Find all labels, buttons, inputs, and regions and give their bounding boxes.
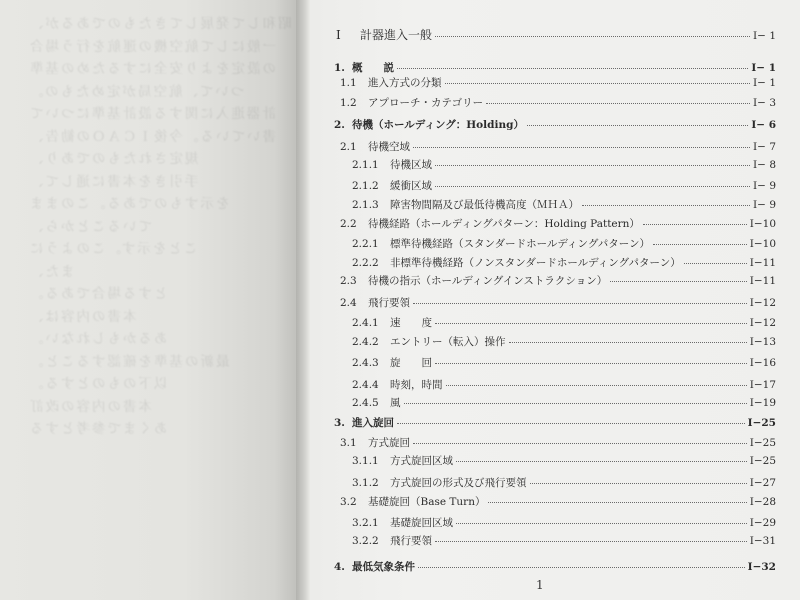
toc-entry-page: Ⅰ−25 — [749, 437, 776, 449]
toc-entry — [340, 295, 776, 310]
toc-entry-page: Ⅰ−12 — [749, 317, 776, 329]
toc-entry-number: 2.4 — [340, 297, 357, 309]
toc-entry-number: Ⅰ — [336, 28, 341, 42]
toc-entry-page: Ⅰ−27 — [749, 477, 776, 489]
bleed-through-line: あるかもしれない。 — [28, 331, 168, 347]
toc-dot-leader — [445, 82, 751, 84]
toc-entry-title: 障害物間隔及び最低待機高度（ＭＨＡ） — [390, 199, 579, 211]
toc-entry — [340, 273, 776, 288]
bleed-through-line: 規定されたものであり、 — [28, 151, 199, 167]
toc-entry-number: 2.2 — [340, 218, 357, 230]
toc-dot-leader — [610, 280, 746, 282]
toc-entry-title: 速 度 — [390, 317, 432, 329]
toc-entry — [340, 95, 776, 110]
toc-entry-number: 2.1 — [340, 141, 357, 153]
toc-entry-page: Ⅰ− 9 — [753, 180, 776, 192]
toc-dot-leader — [435, 540, 747, 542]
bleed-through-line: 本書の内容の改訂 — [28, 398, 152, 415]
toc-entry-number: 1.2 — [340, 97, 357, 109]
toc-dot-leader — [527, 124, 748, 126]
toc-entry-title: 風 — [390, 397, 401, 409]
toc-entry-number: 3.2.2 — [352, 535, 379, 547]
toc-entry-number: 3.1 — [340, 437, 357, 449]
toc-entry-title: 進入旋回 — [352, 417, 394, 429]
toc-entry — [336, 26, 776, 43]
toc-entry-page: Ⅰ−10 — [749, 238, 776, 250]
bleed-through-line: ついて、航空局が定めたもの。 — [28, 83, 245, 100]
toc-entry — [334, 415, 776, 430]
book-gutter — [296, 0, 310, 600]
toc-entry — [352, 197, 776, 212]
toc-entry-number: 3.1.2 — [352, 477, 379, 489]
toc-dot-leader — [643, 223, 747, 225]
bleed-through-line: 以下のものとする。 — [28, 376, 168, 392]
toc-dot-leader — [435, 185, 750, 187]
toc-entry-title: 待機経路（ホールディングパターン：Holding Pattern） — [368, 218, 640, 230]
toc-entry-number: 4. — [334, 561, 345, 573]
bleed-through-line: 一般にして航空機の運航を行う場合 — [28, 38, 276, 55]
toc-entry — [352, 255, 776, 270]
toc-entry-title: 飛行要領 — [368, 297, 410, 309]
toc-entry — [340, 494, 776, 509]
toc-entry — [352, 533, 776, 548]
toc-entry-title: 最低気象条件 — [352, 561, 415, 573]
toc-entry-title: 方式旋回区域 — [390, 455, 453, 467]
toc-entry — [352, 178, 776, 193]
page-number: 1 — [536, 578, 544, 592]
toc-dot-leader — [582, 204, 750, 206]
toc-entry-page: Ⅰ−25 — [747, 417, 776, 429]
toc-dot-leader — [435, 322, 747, 324]
toc-entry-page: Ⅰ− 1 — [753, 30, 776, 42]
toc-entry-page: Ⅰ−31 — [749, 535, 776, 547]
toc-entry-number: 2.4.5 — [352, 397, 379, 409]
toc-entry-page: Ⅰ−28 — [749, 496, 776, 508]
toc-dot-leader — [435, 164, 750, 166]
toc-dot-leader — [418, 566, 745, 568]
bleed-through-line: 書いている。今後ＩＣＡＯの勧告、 — [28, 128, 276, 145]
toc-entry-number: 2.2.2 — [352, 257, 379, 269]
toc-entry-number: 2. — [334, 119, 345, 131]
bleed-through-line: また、 — [28, 263, 75, 280]
toc-entry — [352, 377, 776, 392]
toc-dot-leader — [653, 243, 747, 245]
toc-entry-number: 2.1.2 — [352, 180, 379, 192]
toc-entry-title: 概 説 — [352, 62, 394, 74]
toc-entry-number: 3.2.1 — [352, 517, 379, 529]
toc-entry-title: 待機空域 — [368, 141, 410, 153]
toc-entry-title: 進入方式の分類 — [368, 77, 442, 89]
bleed-through-line: を示すものである。このまま — [28, 196, 230, 212]
toc-entry-title: 旋 回 — [390, 357, 432, 369]
toc-entry — [352, 475, 776, 490]
toc-entry-page: Ⅰ−13 — [749, 336, 776, 348]
bleed-through-line: 計器進入に関する設計基準について — [28, 106, 276, 122]
toc-entry-page: Ⅰ− 1 — [751, 62, 776, 74]
toc-entry-page: Ⅰ−10 — [749, 218, 776, 230]
toc-entry-number: 3.1.1 — [352, 455, 379, 467]
toc-entry-page: Ⅰ−12 — [749, 297, 776, 309]
toc-entry-number: 2.4.1 — [352, 317, 379, 329]
toc-entry — [340, 75, 776, 90]
bleed-through-line: の設定をより安全にするための基準 — [28, 61, 276, 77]
toc-entry-title: 標準待機経路（スタンダードホールディングパターン） — [390, 238, 650, 250]
toc-dot-leader — [456, 522, 747, 524]
toc-entry-number: 3. — [334, 417, 345, 429]
toc-entry-page: Ⅰ−29 — [749, 517, 776, 529]
toc-entry — [352, 236, 776, 251]
bleed-through-line: とする場合である。 — [28, 286, 168, 302]
toc-dot-leader — [530, 482, 747, 484]
toc-dot-leader — [446, 384, 747, 386]
bleed-through-line: ことを示す。このように — [28, 241, 198, 257]
toc-entry — [352, 157, 776, 172]
toc-dot-leader — [509, 341, 747, 343]
toc-dot-leader — [684, 262, 747, 264]
toc-dot-leader — [413, 302, 747, 304]
toc-entry-title: 待機区域 — [390, 159, 432, 171]
toc-entry-title: 基礎旋回（Base Turn） — [368, 496, 486, 508]
bleed-through-line: 昭和して発展してきたものであるが、 — [28, 16, 292, 32]
toc-entry-number: 2.4.4 — [352, 379, 379, 391]
toc-entry-number: 2.3 — [340, 275, 357, 287]
toc-entry — [352, 355, 776, 370]
toc-dot-leader — [435, 35, 750, 37]
toc-entry — [340, 435, 776, 450]
bleed-through-line: 手引きを本書に通して、 — [28, 173, 199, 190]
toc-entry-page: Ⅰ− 7 — [753, 141, 776, 153]
toc-entry-title: 基礎旋回区域 — [390, 517, 453, 529]
bleed-through-line: 本書の内容は、 — [28, 308, 137, 325]
toc-entry-number: 2.2.1 — [352, 238, 379, 250]
toc-entry-page: Ⅰ−19 — [749, 397, 776, 409]
toc-entry-title: 非標準待機経路（ノンスタンダードホールディングパターン） — [390, 257, 681, 269]
toc-entry-title: 方式旋回 — [368, 437, 410, 449]
toc-entry-page: Ⅰ− 3 — [753, 97, 776, 109]
toc-entry — [352, 315, 776, 330]
toc-entry-page: Ⅰ− 6 — [751, 119, 776, 131]
toc-entry-page: Ⅰ− 1 — [753, 77, 776, 89]
toc-dot-leader — [413, 146, 750, 148]
toc-entry-page: Ⅰ−11 — [749, 275, 776, 287]
toc-entry-page: Ⅰ−11 — [749, 257, 776, 269]
toc-entry-number: 3.2 — [340, 496, 357, 508]
toc-dot-leader — [404, 402, 747, 404]
toc-entry-title: 飛行要領 — [390, 535, 432, 547]
toc-dot-leader — [413, 442, 747, 444]
toc-entry-page: Ⅰ−25 — [749, 455, 776, 467]
toc-entry — [352, 515, 776, 530]
toc-dot-leader — [488, 501, 746, 503]
toc-dot-leader — [486, 102, 750, 104]
toc-entry — [340, 139, 776, 154]
toc-entry-title: 待機（ホールディング：Holding） — [352, 119, 524, 131]
toc-entry — [352, 334, 776, 349]
toc-entry — [352, 453, 776, 468]
toc-entry-title: アプローチ・カテゴリー — [368, 97, 484, 109]
left-page — [0, 0, 305, 600]
toc-entry-title: 方式旋回の形式及び飛行要領 — [390, 477, 527, 489]
toc-entry-number: 1. — [334, 62, 345, 74]
toc-dot-leader — [397, 67, 748, 69]
toc-entry-page: Ⅰ− 8 — [753, 159, 776, 171]
bleed-through-line: 最新の基準を確認すること。 — [28, 353, 230, 370]
toc-entry-page: Ⅰ− 9 — [753, 199, 776, 211]
toc-entry-number: 2.1.3 — [352, 199, 379, 211]
toc-entry — [352, 395, 776, 410]
toc-entry-page: Ⅰ−17 — [749, 379, 776, 391]
toc-dot-leader — [397, 422, 745, 424]
toc-entry-number: 2.1.1 — [352, 159, 379, 171]
toc-entry-title: 計器進入一般 — [360, 28, 433, 42]
bleed-through-line: ていることから、 — [28, 218, 152, 235]
toc-entry-title: 時刻，時間 — [390, 379, 443, 391]
toc-entry — [334, 117, 776, 132]
toc-entry-page: Ⅰ−32 — [747, 561, 776, 573]
toc-dot-leader — [435, 362, 747, 364]
toc-dot-leader — [456, 460, 747, 462]
toc-entry-title: エントリー（転入）操作 — [390, 336, 506, 348]
bleed-through-line: あくまで参考とする — [28, 421, 168, 437]
toc-entry-number: 2.4.3 — [352, 357, 379, 369]
toc-entry-title: 緩衝区域 — [390, 180, 432, 192]
toc-entry-page: Ⅰ−16 — [749, 357, 776, 369]
toc-entry — [334, 559, 776, 574]
toc-entry-number: 1.1 — [340, 77, 357, 89]
toc-entry — [334, 60, 776, 75]
toc-entry-title: 待機の指示（ホールディングインストラクション） — [368, 275, 608, 287]
toc-entry — [340, 216, 776, 231]
toc-entry-number: 2.4.2 — [352, 336, 379, 348]
